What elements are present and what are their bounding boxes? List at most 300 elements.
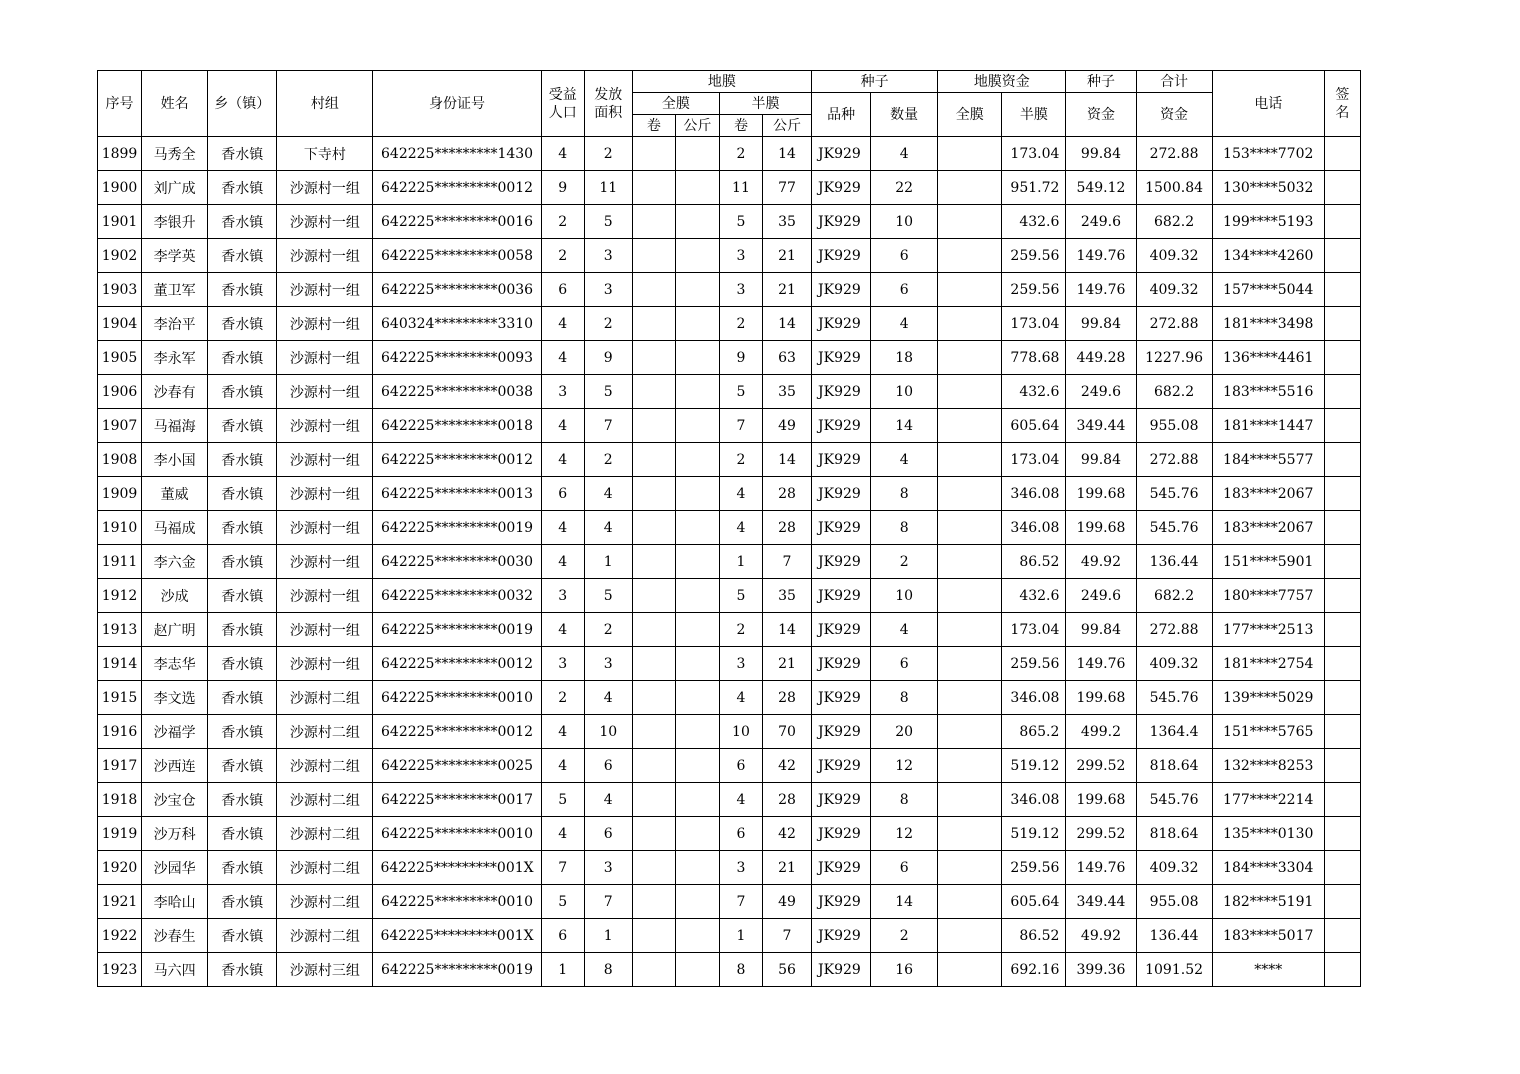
cell-seed-variety: JK929 [812,205,871,239]
cell-seed-variety: JK929 [812,239,871,273]
cell-full-film-kg [675,681,719,715]
table-row [98,409,1361,443]
cell-half-film-roll: 4 [719,783,762,817]
cell-total-fund: 272.88 [1136,613,1212,647]
cell-phone: 181****1447 [1212,409,1324,443]
cell-id-number: 642225*********0038 [373,375,541,409]
cell-half-film-kg: 14 [762,137,811,171]
cell-film-fund-half: 605.64 [1002,885,1066,919]
cell-town: 香水镇 [208,613,277,647]
cell-phone: 151****5901 [1212,545,1324,579]
cell-village: 沙源村一组 [277,341,373,375]
cell-seed-quantity: 8 [871,681,938,715]
cell-signature [1324,443,1360,477]
cell-seed-quantity: 8 [871,511,938,545]
cell-seq: 1915 [98,681,142,715]
cell-town: 香水镇 [208,443,277,477]
cell-seed-quantity: 20 [871,715,938,749]
cell-benefit-population: 6 [541,477,584,511]
cell-half-film-kg: 49 [762,885,811,919]
cell-seed-fund: 99.84 [1066,613,1136,647]
cell-full-film-roll [632,817,675,851]
cell-seed-fund: 449.28 [1066,341,1136,375]
cell-full-film-roll [632,953,675,987]
cell-half-film-roll: 4 [719,477,762,511]
cell-seed-quantity: 10 [871,579,938,613]
cell-benefit-population: 4 [541,817,584,851]
cell-film-fund-full [938,239,1002,273]
cell-village: 沙源村一组 [277,443,373,477]
cell-film-fund-full [938,511,1002,545]
cell-film-fund-full [938,477,1002,511]
cell-total-fund: 272.88 [1136,137,1212,171]
cell-seed-variety: JK929 [812,749,871,783]
cell-town: 香水镇 [208,477,277,511]
cell-seed-variety: JK929 [812,647,871,681]
cell-total-fund: 272.88 [1136,443,1212,477]
cell-seed-quantity: 22 [871,171,938,205]
cell-half-film-kg: 14 [762,443,811,477]
cell-full-film-roll [632,511,675,545]
cell-seed-quantity: 10 [871,375,938,409]
cell-signature [1324,783,1360,817]
cell-name: 李银升 [142,205,208,239]
cell-seed-fund: 149.76 [1066,851,1136,885]
cell-name: 沙春有 [142,375,208,409]
cell-issued-area: 2 [584,613,632,647]
cell-id-number: 642225*********0093 [373,341,541,375]
cell-phone: 183****2067 [1212,511,1324,545]
cell-issued-area: 7 [584,409,632,443]
cell-issued-area: 8 [584,953,632,987]
cell-film-fund-full [938,953,1002,987]
cell-half-film-kg: 14 [762,613,811,647]
cell-seq: 1911 [98,545,142,579]
cell-half-film-roll: 11 [719,171,762,205]
cell-full-film-kg [675,205,719,239]
cell-total-fund: 545.76 [1136,783,1212,817]
cell-signature [1324,681,1360,715]
cell-full-film-kg [675,273,719,307]
cell-benefit-population: 4 [541,409,584,443]
header-area-line2: 面积 [594,104,623,121]
cell-film-fund-full [938,443,1002,477]
cell-benefit-population: 4 [541,715,584,749]
table-row [98,885,1361,919]
cell-seq: 1907 [98,409,142,443]
cell-seq: 1922 [98,919,142,953]
cell-signature [1324,817,1360,851]
cell-seed-fund: 99.84 [1066,137,1136,171]
cell-half-film-roll: 3 [719,851,762,885]
cell-phone: **** [1212,953,1324,987]
cell-phone: 182****5191 [1212,885,1324,919]
cell-phone: 130****5032 [1212,171,1324,205]
cell-issued-area: 6 [584,817,632,851]
cell-full-film-roll [632,137,675,171]
cell-full-film-roll [632,885,675,919]
header-phone: 电话 [1212,71,1324,137]
cell-town: 香水镇 [208,239,277,273]
header-town: 乡（镇） [208,71,277,137]
cell-total-fund: 818.64 [1136,817,1212,851]
cell-total-fund: 136.44 [1136,919,1212,953]
cell-village: 下寺村 [277,137,373,171]
cell-seed-variety: JK929 [812,953,871,987]
table-row [98,715,1361,749]
cell-village: 沙源村二组 [277,749,373,783]
cell-signature [1324,545,1360,579]
cell-film-fund-half: 778.68 [1002,341,1066,375]
cell-id-number: 642225*********0019 [373,511,541,545]
cell-seed-fund: 49.92 [1066,919,1136,953]
cell-signature [1324,919,1360,953]
cell-film-fund-full [938,613,1002,647]
cell-id-number: 642225*********0018 [373,409,541,443]
cell-seq: 1908 [98,443,142,477]
cell-signature [1324,715,1360,749]
table-row [98,443,1361,477]
cell-signature [1324,953,1360,987]
cell-benefit-population: 7 [541,851,584,885]
cell-town: 香水镇 [208,511,277,545]
cell-seed-quantity: 6 [871,851,938,885]
header-area-line1: 发放 [594,86,623,103]
cell-half-film-roll: 8 [719,953,762,987]
cell-seq: 1902 [98,239,142,273]
header-half-roll: 卷 [719,115,762,137]
cell-half-film-kg: 21 [762,239,811,273]
cell-film-fund-half: 173.04 [1002,613,1066,647]
header-film: 地膜 [632,71,811,93]
cell-film-fund-full [938,579,1002,613]
cell-village: 沙源村二组 [277,919,373,953]
cell-town: 香水镇 [208,205,277,239]
cell-name: 马福成 [142,511,208,545]
cell-phone: 139****5029 [1212,681,1324,715]
cell-film-fund-full [938,341,1002,375]
cell-village: 沙源村一组 [277,409,373,443]
cell-film-fund-half: 605.64 [1002,409,1066,443]
cell-name: 李六金 [142,545,208,579]
cell-full-film-kg [675,647,719,681]
cell-issued-area: 9 [584,341,632,375]
cell-seed-variety: JK929 [812,681,871,715]
cell-id-number: 642225*********0010 [373,885,541,919]
cell-benefit-population: 2 [541,239,584,273]
cell-half-film-kg: 42 [762,817,811,851]
cell-seed-fund: 149.76 [1066,239,1136,273]
cell-seed-quantity: 14 [871,885,938,919]
cell-film-fund-half: 519.12 [1002,817,1066,851]
cell-full-film-kg [675,409,719,443]
cell-film-fund-half: 346.08 [1002,783,1066,817]
cell-full-film-roll [632,579,675,613]
cell-issued-area: 3 [584,851,632,885]
cell-film-fund-half: 432.6 [1002,205,1066,239]
cell-issued-area: 3 [584,239,632,273]
cell-phone: 151****5765 [1212,715,1324,749]
header-name: 姓名 [142,71,208,137]
cell-half-film-roll: 6 [719,749,762,783]
cell-seq: 1910 [98,511,142,545]
header-benefit-population [541,71,584,137]
cell-village: 沙源村一组 [277,307,373,341]
cell-seed-fund: 199.68 [1066,511,1136,545]
cell-full-film-kg [675,341,719,375]
cell-phone: 134****4260 [1212,239,1324,273]
cell-full-film-kg [675,579,719,613]
cell-benefit-population: 6 [541,273,584,307]
cell-film-fund-half: 173.04 [1002,307,1066,341]
cell-half-film-kg: 21 [762,647,811,681]
cell-seq: 1906 [98,375,142,409]
cell-film-fund-full [938,681,1002,715]
cell-benefit-population: 6 [541,919,584,953]
cell-benefit-population: 3 [541,647,584,681]
cell-signature [1324,307,1360,341]
header-film-fund: 地膜资金 [938,71,1066,93]
cell-full-film-kg [675,477,719,511]
cell-village: 沙源村一组 [277,545,373,579]
cell-seed-fund: 49.92 [1066,545,1136,579]
cell-town: 香水镇 [208,885,277,919]
cell-issued-area: 1 [584,545,632,579]
cell-issued-area: 1 [584,919,632,953]
cell-film-fund-full [938,375,1002,409]
cell-issued-area: 4 [584,511,632,545]
cell-film-fund-full [938,817,1002,851]
cell-phone: 157****5044 [1212,273,1324,307]
cell-signature [1324,341,1360,375]
cell-half-film-roll: 7 [719,885,762,919]
cell-id-number: 642225*********0058 [373,239,541,273]
cell-seq: 1916 [98,715,142,749]
cell-benefit-population: 4 [541,545,584,579]
cell-seed-fund: 199.68 [1066,783,1136,817]
cell-seq: 1914 [98,647,142,681]
table-header [98,71,1361,137]
cell-issued-area: 7 [584,885,632,919]
cell-total-fund: 409.32 [1136,239,1212,273]
cell-full-film-kg [675,953,719,987]
cell-film-fund-half: 86.52 [1002,919,1066,953]
cell-seq: 1919 [98,817,142,851]
cell-phone: 132****8253 [1212,749,1324,783]
cell-name: 赵广明 [142,613,208,647]
cell-seed-fund: 199.68 [1066,681,1136,715]
cell-full-film-roll [632,477,675,511]
cell-full-film-kg [675,613,719,647]
cell-village: 沙源村一组 [277,511,373,545]
cell-village: 沙源村二组 [277,885,373,919]
header-half-kg: 公斤 [762,115,811,137]
header-signature [1324,71,1360,137]
cell-seq: 1903 [98,273,142,307]
cell-half-film-kg: 7 [762,919,811,953]
cell-seed-variety: JK929 [812,307,871,341]
cell-half-film-kg: 49 [762,409,811,443]
cell-total-fund: 545.76 [1136,511,1212,545]
cell-id-number: 642225*********0032 [373,579,541,613]
cell-id-number: 642225*********0012 [373,443,541,477]
header-sign-line2: 名 [1335,104,1350,121]
cell-seed-variety: JK929 [812,273,871,307]
cell-seed-quantity: 6 [871,239,938,273]
cell-id-number: 642225*********0019 [373,613,541,647]
cell-seed-fund: 149.76 [1066,647,1136,681]
cell-half-film-roll: 2 [719,137,762,171]
cell-signature [1324,749,1360,783]
cell-full-film-roll [632,443,675,477]
cell-benefit-population: 4 [541,613,584,647]
cell-issued-area: 5 [584,579,632,613]
cell-name: 马秀全 [142,137,208,171]
cell-village: 沙源村一组 [277,273,373,307]
cell-seed-fund: 299.52 [1066,817,1136,851]
cell-signature [1324,239,1360,273]
cell-signature [1324,137,1360,171]
cell-total-fund: 682.2 [1136,579,1212,613]
cell-film-fund-full [938,885,1002,919]
table-row [98,477,1361,511]
cell-half-film-roll: 1 [719,545,762,579]
table-row [98,817,1361,851]
cell-town: 香水镇 [208,715,277,749]
header-seed-fund-bottom: 资金 [1066,93,1136,137]
cell-name: 李小国 [142,443,208,477]
cell-seed-fund: 399.36 [1066,953,1136,987]
cell-full-film-kg [675,171,719,205]
cell-film-fund-full [938,171,1002,205]
table-row [98,511,1361,545]
cell-half-film-kg: 42 [762,749,811,783]
cell-total-fund: 409.32 [1136,647,1212,681]
cell-phone: 183****5516 [1212,375,1324,409]
cell-village: 沙源村一组 [277,239,373,273]
cell-film-fund-half: 86.52 [1002,545,1066,579]
cell-seq: 1920 [98,851,142,885]
table-row [98,545,1361,579]
cell-total-fund: 545.76 [1136,681,1212,715]
cell-full-film-kg [675,239,719,273]
cell-issued-area: 2 [584,137,632,171]
table-row [98,375,1361,409]
cell-seed-fund: 299.52 [1066,749,1136,783]
cell-film-fund-full [938,545,1002,579]
cell-seed-quantity: 4 [871,307,938,341]
cell-signature [1324,511,1360,545]
cell-village: 沙源村三组 [277,953,373,987]
cell-half-film-roll: 5 [719,205,762,239]
cell-signature [1324,409,1360,443]
cell-id-number: 642225*********0016 [373,205,541,239]
cell-seed-quantity: 6 [871,273,938,307]
cell-issued-area: 4 [584,783,632,817]
cell-film-fund-full [938,409,1002,443]
cell-full-film-kg [675,511,719,545]
cell-name: 沙园华 [142,851,208,885]
cell-town: 香水镇 [208,749,277,783]
cell-full-film-roll [632,545,675,579]
cell-village: 沙源村一组 [277,171,373,205]
cell-name: 李学英 [142,239,208,273]
cell-benefit-population: 9 [541,171,584,205]
cell-phone: 181****3498 [1212,307,1324,341]
header-benefit-line1: 受益 [548,86,577,103]
table-row [98,749,1361,783]
cell-seed-quantity: 16 [871,953,938,987]
cell-full-film-kg [675,375,719,409]
table-row [98,341,1361,375]
cell-name: 沙春生 [142,919,208,953]
cell-benefit-population: 5 [541,885,584,919]
table-row [98,205,1361,239]
cell-half-film-roll: 7 [719,409,762,443]
header-full-roll: 卷 [632,115,675,137]
header-sign-line1: 签 [1335,86,1350,103]
cell-town: 香水镇 [208,307,277,341]
cell-phone: 183****5017 [1212,919,1324,953]
cell-half-film-roll: 10 [719,715,762,749]
cell-film-fund-half: 432.6 [1002,579,1066,613]
cell-village: 沙源村二组 [277,817,373,851]
cell-seed-fund: 349.44 [1066,409,1136,443]
cell-half-film-roll: 6 [719,817,762,851]
cell-seed-variety: JK929 [812,851,871,885]
cell-full-film-kg [675,137,719,171]
cell-issued-area: 4 [584,477,632,511]
cell-phone: 180****7757 [1212,579,1324,613]
cell-name: 董威 [142,477,208,511]
cell-seed-quantity: 8 [871,477,938,511]
cell-film-fund-full [938,205,1002,239]
cell-village: 沙源村一组 [277,375,373,409]
cell-full-film-roll [632,613,675,647]
cell-seed-variety: JK929 [812,375,871,409]
table-row [98,647,1361,681]
cell-phone: 183****2067 [1212,477,1324,511]
header-issued-area [584,71,632,137]
cell-half-film-kg: 77 [762,171,811,205]
cell-name: 李哈山 [142,885,208,919]
cell-town: 香水镇 [208,545,277,579]
cell-id-number: 642225*********0013 [373,477,541,511]
cell-village: 沙源村二组 [277,783,373,817]
cell-film-fund-half: 865.2 [1002,715,1066,749]
cell-total-fund: 955.08 [1136,885,1212,919]
cell-seed-variety: JK929 [812,783,871,817]
cell-seed-quantity: 4 [871,443,938,477]
cell-total-fund: 1500.84 [1136,171,1212,205]
cell-seed-variety: JK929 [812,817,871,851]
cell-seq: 1921 [98,885,142,919]
cell-half-film-roll: 2 [719,613,762,647]
cell-benefit-population: 3 [541,579,584,613]
cell-seed-quantity: 4 [871,613,938,647]
cell-seed-variety: JK929 [812,511,871,545]
cell-full-film-kg [675,749,719,783]
cell-town: 香水镇 [208,681,277,715]
table-row [98,919,1361,953]
cell-name: 沙万科 [142,817,208,851]
cell-signature [1324,171,1360,205]
table-row [98,783,1361,817]
cell-benefit-population: 2 [541,681,584,715]
cell-town: 香水镇 [208,375,277,409]
cell-seq: 1905 [98,341,142,375]
cell-issued-area: 10 [584,715,632,749]
